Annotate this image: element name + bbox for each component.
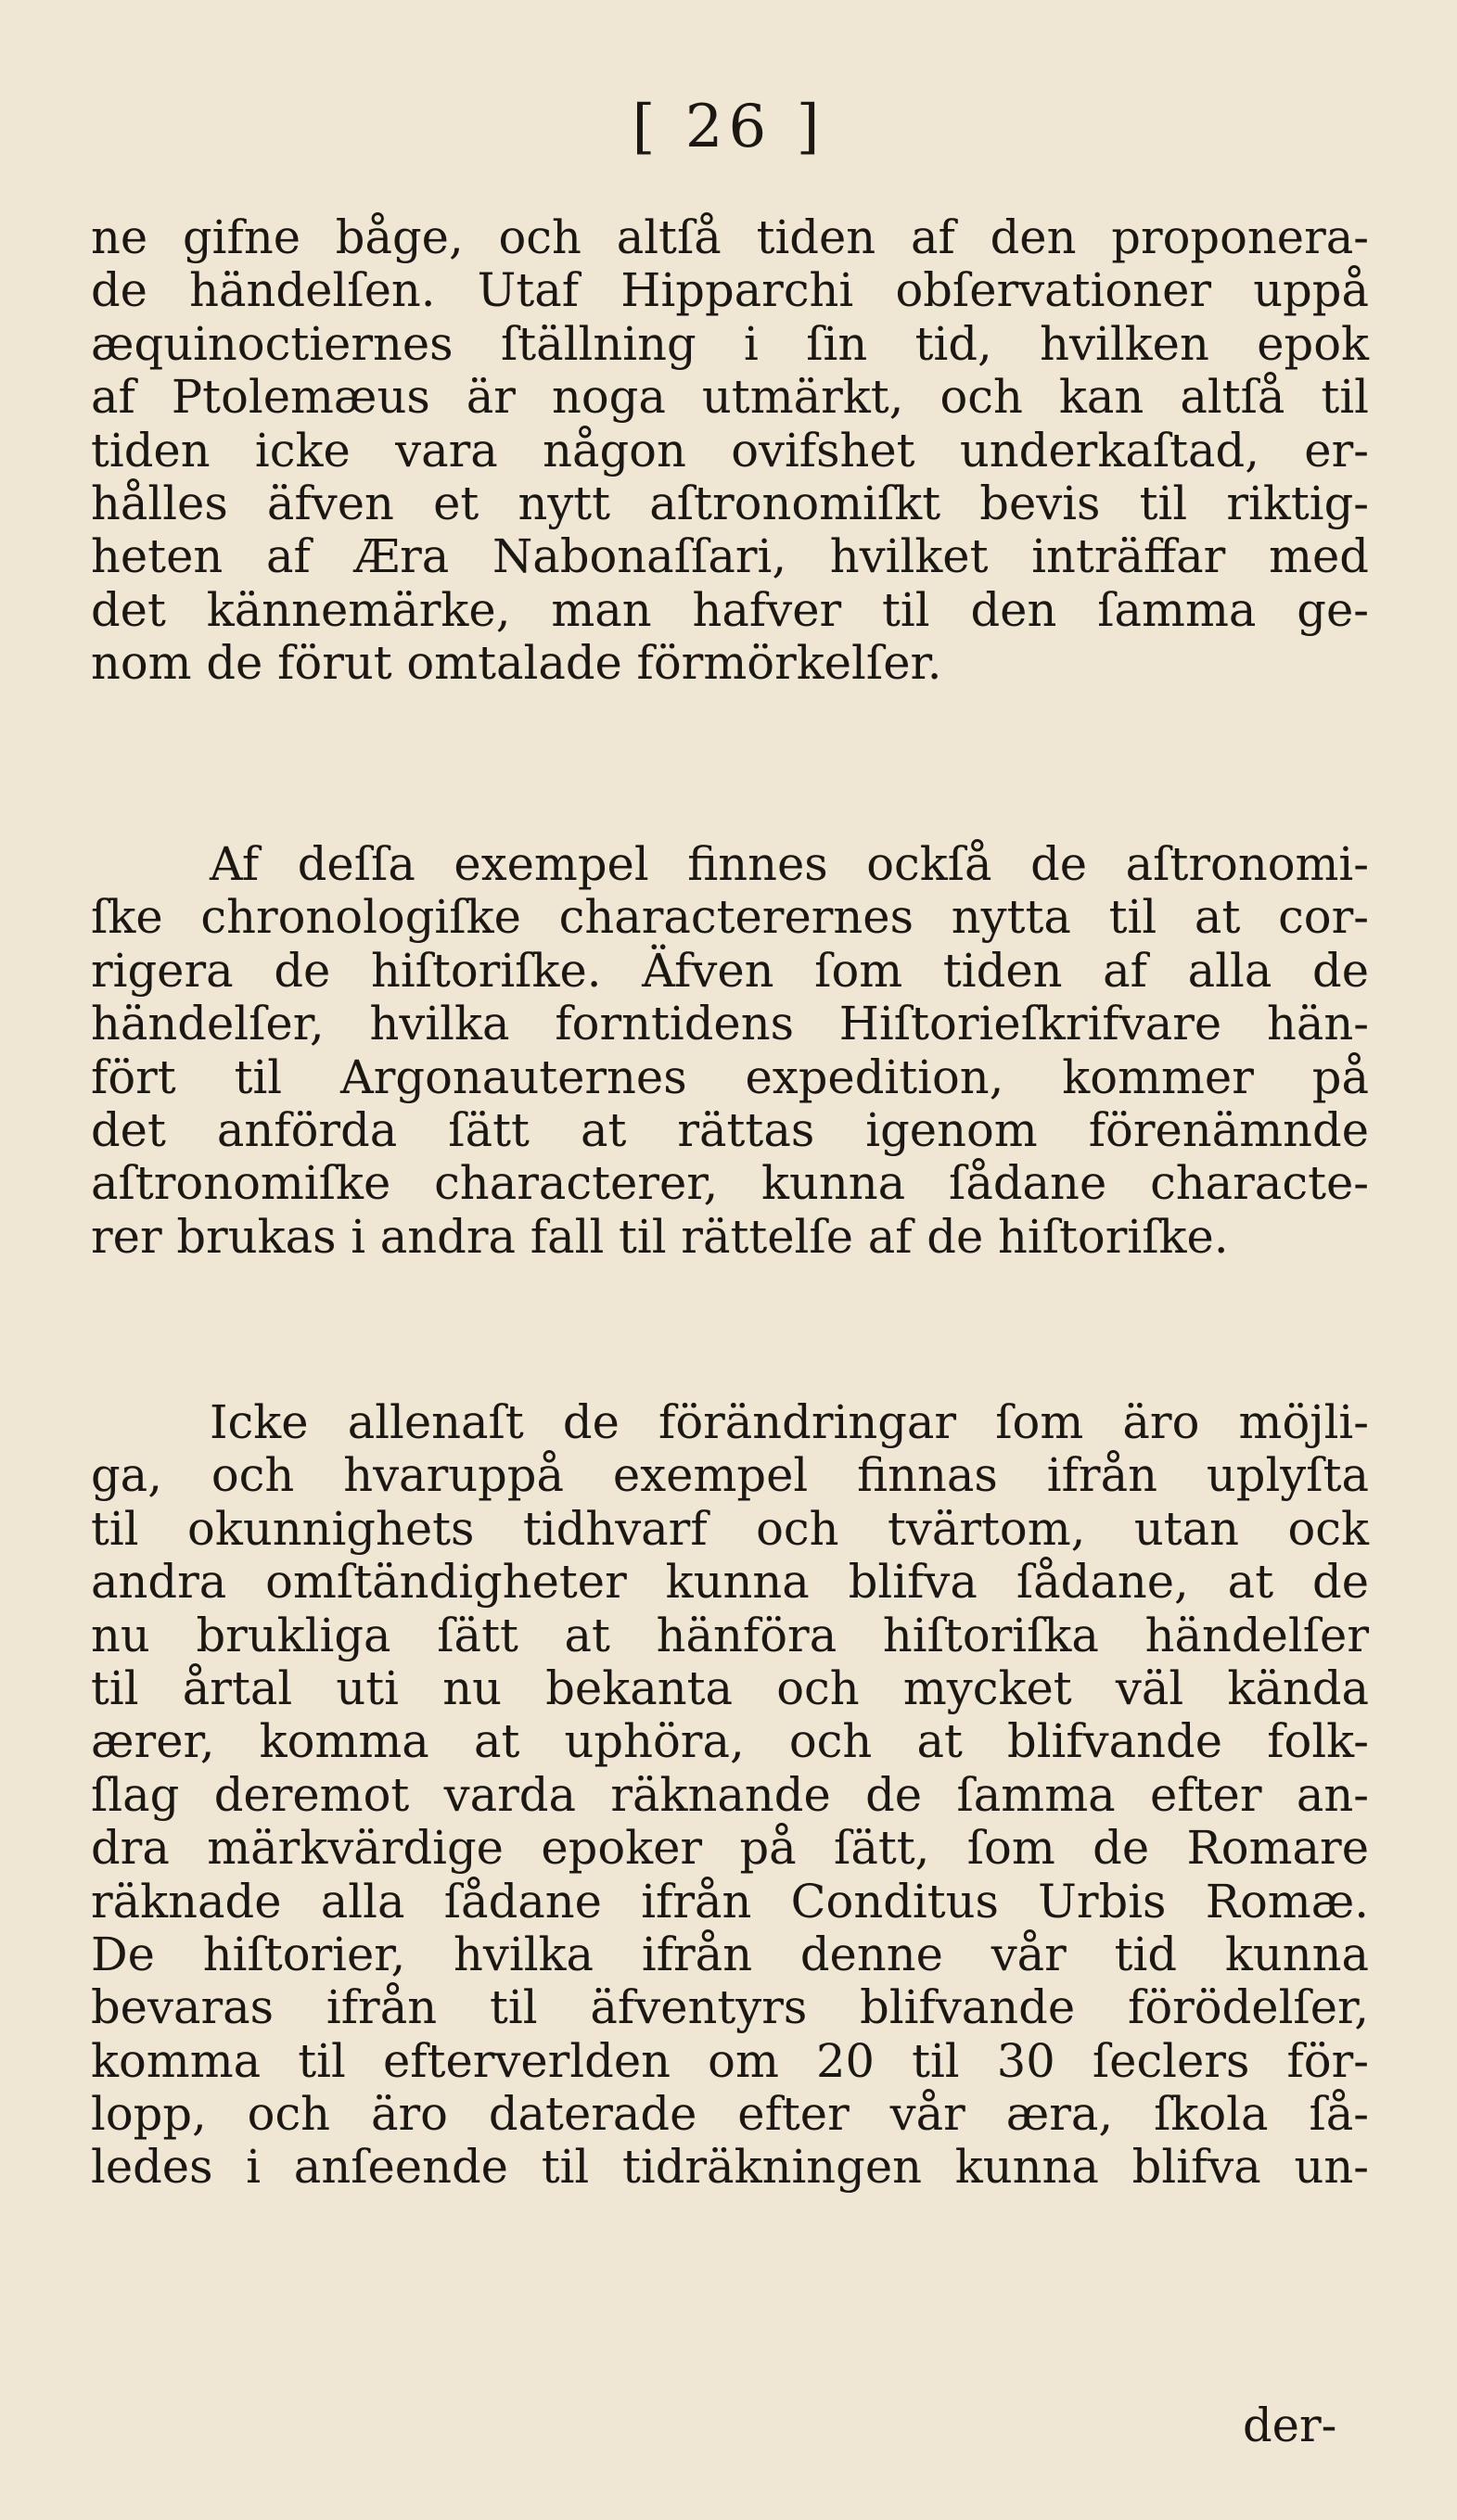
text-line: det anförda ſätt at rättas igenom förenämnde xyxy=(91,1102,1369,1157)
text-line: andra omſtändigheter kunna blifva ſådane, at de xyxy=(91,1555,1369,1610)
page-number: [ 26 ] xyxy=(632,93,825,161)
paragraph-1 xyxy=(91,211,1369,691)
text-line: De hiſtorier, hvilka ifrån denne vår tid kunna xyxy=(91,1927,1369,1981)
text-line: tiden icke vara någon ovifshet underkaſtad, er- xyxy=(91,423,1369,477)
text-line: æquinoctiernes ſtällning i ſin tid, hvilken epok xyxy=(91,316,1369,371)
text-line: räknade alla ſådane ifrån Conditus Urbis Romæ. xyxy=(91,1874,1369,1928)
text-line: de händelſen. Utaf Hipparchi obſervationer uppå xyxy=(91,263,1369,318)
text-line: ærer, komma at uphöra, och at blifvande folk- xyxy=(91,1714,1369,1769)
text-line: bevaras ifrån til äfventyrs blifvande förödelſer, xyxy=(91,1980,1369,2035)
text-line: heten af Æra Nabonaſſari, hvilket inträffar med xyxy=(91,529,1369,584)
paragraph-2 xyxy=(91,838,1369,1264)
text-line: fört til Argonauternes expedition, kommer på xyxy=(91,1050,1369,1104)
text-line: af Ptolemæus är noga utmärkt, och kan altſå til xyxy=(91,370,1369,425)
text-line: det kännemärke, man hafver til den ſamma ge- xyxy=(91,582,1369,637)
text-line: ſke chronologiſke characterernes nytta til at cor- xyxy=(91,890,1369,945)
text-line: nom de förut omtalade förmörkelſer. xyxy=(91,636,942,691)
text-line: komma til efterverlden om 20 til 30 ſeclers för- xyxy=(91,2033,1369,2088)
text-line: til okunnighets tidhvarf och tvärtom, utan ock xyxy=(91,1501,1369,1556)
text-line: hålles äfven et nytt aſtronomiſkt bevis til riktig- xyxy=(91,476,1369,530)
text-line: rigera de hiſtoriſke. Äfven ſom tiden af alla de xyxy=(91,943,1369,998)
text-line: aſtronomiſke characterer, kunna ſådane characte- xyxy=(91,1156,1369,1211)
catchword: der- xyxy=(1243,2399,1337,2452)
text-line: ne gifne båge, och altſå tiden af den proponera- xyxy=(91,210,1369,264)
text-line: rer brukas i andra fall til rättelſe af de hiſtoriſke. xyxy=(91,1209,1229,1264)
text-line: ledes i anſeende til tidräkningen kunna blifva un- xyxy=(91,2140,1369,2195)
text-line: lopp, och äro daterade efter vår æra, ſkola ſå- xyxy=(91,2087,1369,2142)
text-line: nu brukliga ſätt at hänföra hiſtoriſka händelſer xyxy=(91,1608,1369,1662)
text-line: Af deſſa exempel finnes ockſå de aſtronomi- xyxy=(210,837,1369,891)
text-line: ſlag deremot varda räknande de ſamma efter an- xyxy=(91,1767,1369,1822)
text-line: Icke allenaſt de förändringar ſom äro möjli- xyxy=(210,1395,1369,1449)
text-line: til årtal uti nu bekanta och mycket väl kända xyxy=(91,1661,1369,1715)
text-line: händelſer, hvilka forntidens Hiſtorieſkrifvare hän- xyxy=(91,997,1369,1051)
text-line: dra märkvärdige epoker på ſätt, ſom de Romare xyxy=(91,1821,1369,1876)
paragraph-3 xyxy=(91,1396,1369,2195)
text-line: ga, och hvaruppå exempel finnas ifrån uplyſta xyxy=(91,1448,1369,1503)
